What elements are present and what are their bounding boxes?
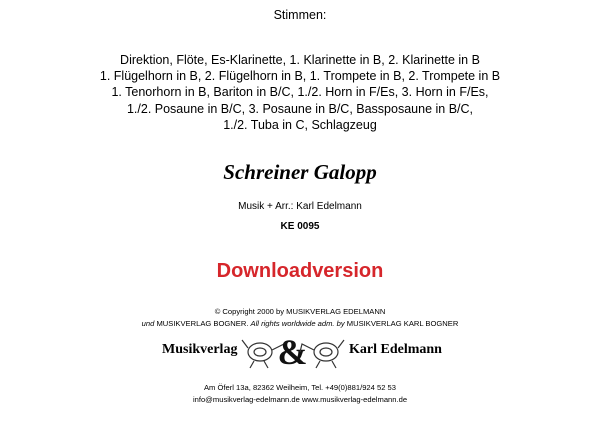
copyright-rights: All rights worldwide adm. by [250, 319, 345, 328]
composer-credit: Musik + Arr.: Karl Edelmann [238, 201, 362, 212]
copyright-line-2 [0, 318, 600, 330]
logo-text-left: Musikverlag [162, 342, 238, 357]
address-line: Am Öferl 13a, 82362 Weilheim, Tel. +49(0)881/924 52 53 [203, 383, 396, 392]
instrument-line: Direktion, Flöte, Es-Klarinette, 1. Klarinette in B, 2. Klarinette in B [120, 53, 480, 67]
piece-title: Schreiner Galopp [223, 160, 377, 184]
instrument-line: 1. Flügelhorn in B, 2. Flügelhorn in B, 1. Trompete in B, 2. Trompete in B [99, 69, 501, 84]
publisher-address [0, 382, 600, 406]
download-version-label: Downloadversion [216, 260, 384, 282]
copyright-notice [0, 306, 600, 330]
copyright-und: und [141, 319, 155, 328]
musical-instruments-ampersand-icon [240, 330, 345, 372]
copyright-line-1: © Copyright 2000 by MUSIKVERLAG EDELMANN [214, 307, 386, 316]
svg-text:&: & [277, 332, 308, 372]
instrument-line: 1./2. Posaune in B/C, 3. Posaune in B/C, Bassposaune in B/C, [126, 101, 474, 116]
instrument-line: 1. Tenorhorn in B, Bariton in B/C, 1./2. Horn in F/Es, 3. Horn in F/Es, [111, 85, 489, 100]
instrument-list [0, 52, 600, 133]
contact-line: info@musikverlag-edelmann.de www.musikverlag-edelmann.de [192, 395, 408, 404]
copyright-karl-bogner: MUSIKVERLAG KARL BOGNER [344, 319, 459, 328]
parts-heading: Stimmen: [273, 8, 327, 22]
instrument-line: 1./2. Tuba in C, Schlagzeug [223, 117, 377, 132]
publisher-logo [0, 330, 600, 372]
copyright-bogner: MUSIKVERLAG BOGNER. [154, 319, 251, 328]
catalog-number: KE 0095 [280, 221, 320, 232]
logo-text-right: Karl Edelmann [349, 342, 442, 357]
